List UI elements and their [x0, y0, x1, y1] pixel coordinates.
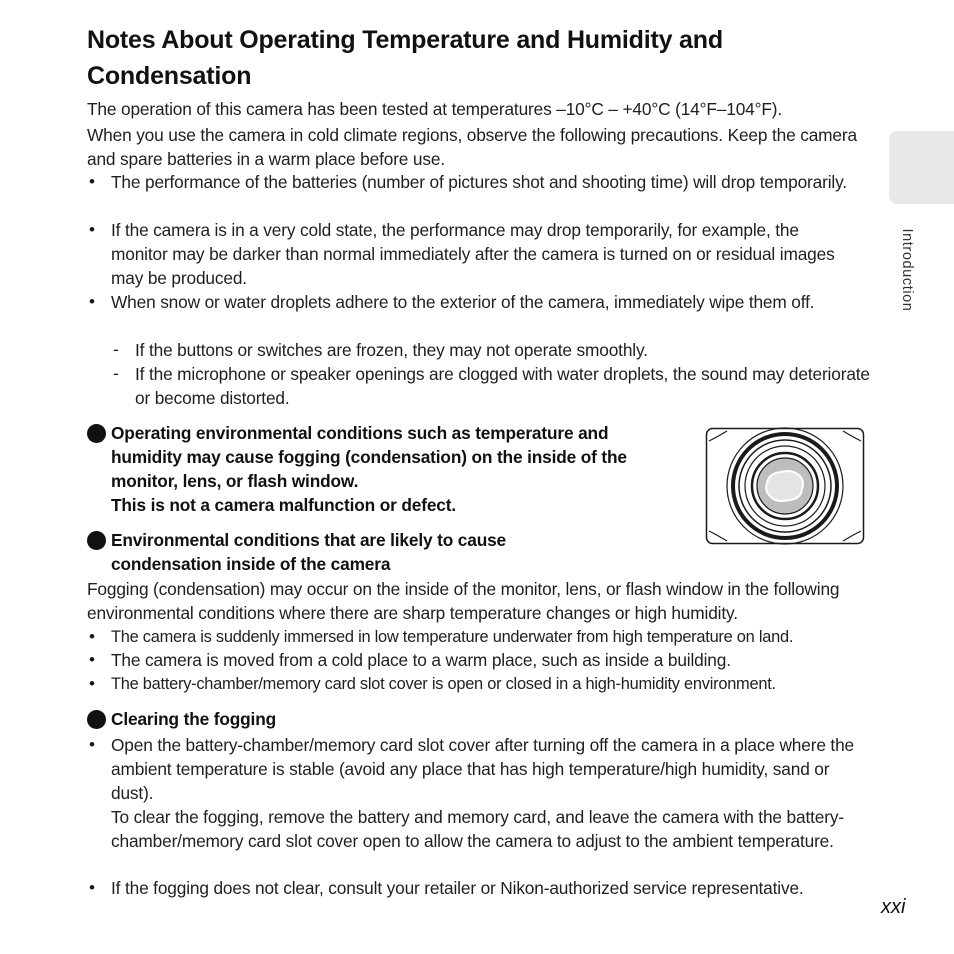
list-item-text: The performance of the batteries (number of pictures shot and shooting time) will drop temporarily.	[111, 172, 847, 192]
list-item-text: When snow or water droplets adhere to the exterior of the camera, immediately wipe them off.	[111, 292, 815, 312]
list-item-text: The battery-chamber/memory card slot cover is open or closed in a high-humidity environment.	[111, 675, 776, 693]
list-item	[87, 290, 877, 338]
section-heading-fogging	[87, 421, 667, 517]
fogging-heading-note: This is not a camera malfunction or defect.	[111, 495, 457, 515]
sub-list-item	[111, 362, 877, 410]
list-item-text	[111, 733, 867, 853]
list-item-text: The camera is moved from a cold place to a warm place, such as inside a building.	[111, 650, 731, 670]
section-marker-icon	[87, 531, 106, 550]
bullet-glyph: •	[89, 674, 95, 693]
clearing-instruction-continued: To clear the fogging, remove the battery and memory card, and leave the camera with the battery-chamber/memory card slot cover open to allow the camera to adjust to the ambient temperature.	[111, 807, 844, 851]
page-number: xxi	[881, 896, 906, 918]
list-item	[87, 625, 877, 649]
bullet-glyph: •	[89, 650, 95, 669]
list-item-text: If the camera is in a very cold state, the performance may drop temporarily, for example, the monitor may be darker than normal immediately after the camera is turned on or residual images may be produced.	[111, 220, 835, 288]
section-heading-conditions	[87, 528, 627, 576]
list-item	[87, 876, 877, 900]
dash-glyph: -	[113, 364, 119, 383]
chapter-tab-label: Introduction	[899, 228, 915, 312]
fogging-heading-line: Operating environmental conditions such as temperature and humidity may cause fogging (condensation) on the inside of the monitor, lens, or flash window.	[111, 423, 627, 491]
bullet-glyph: •	[89, 172, 95, 191]
sub-list-item-text: If the microphone or speaker openings are clogged with water droplets, the sound may deteriorate or become distorted.	[135, 364, 870, 408]
bullet-glyph: •	[89, 627, 95, 646]
conditions-body-text: Fogging (condensation) may occur on the inside of the monitor, lens, or flash window in the following environmental conditions where there are sharp temperature changes or high humidity.	[87, 579, 840, 623]
dash-glyph: -	[113, 340, 119, 359]
intro-temperature-text: The operation of this camera has been tested at temperatures –10°C – +40°C (14°F–104°F).	[87, 99, 783, 119]
section-heading-text: Clearing the fogging	[111, 709, 277, 729]
list-item	[87, 170, 877, 218]
list-item-text: The camera is suddenly immersed in low temperature underwater from high temperature on land.	[111, 628, 794, 646]
section-heading-clearing	[87, 707, 387, 731]
list-item	[87, 648, 877, 672]
bullet-glyph: •	[89, 878, 95, 897]
bullet-glyph: •	[89, 735, 95, 754]
clearing-instruction-text: Open the battery-chamber/memory card slot cover after turning off the camera in a place where the ambient temperature is stable (avoid any place that has high temperature/high humidity, sand or dust).	[111, 735, 854, 803]
page-title: Notes About Operating Temperature and Humidity and Condensation	[87, 26, 723, 90]
fogged-lens-icon	[705, 427, 865, 545]
section-marker-icon	[87, 424, 106, 443]
section-heading-text	[111, 421, 656, 517]
list-item	[87, 218, 877, 290]
list-item	[87, 672, 877, 696]
list-item	[87, 733, 877, 877]
section-heading-text: Environmental conditions that are likely to cause condensation inside of the camera	[111, 530, 507, 574]
chapter-tab[interactable]	[889, 131, 954, 204]
sub-list-item	[111, 338, 877, 362]
bullet-glyph: •	[89, 220, 95, 239]
intro-cold-climate-text: When you use the camera in cold climate regions, observe the following precautions. Keep the camera and spare batteries in a warm place before use.	[87, 125, 857, 169]
list-item-text: If the fogging does not clear, consult your retailer or Nikon-authorized service representative.	[111, 878, 804, 898]
bullet-glyph: •	[89, 292, 95, 311]
sub-list-item-text: If the buttons or switches are frozen, they may not operate smoothly.	[135, 340, 648, 360]
section-marker-icon	[87, 710, 106, 729]
